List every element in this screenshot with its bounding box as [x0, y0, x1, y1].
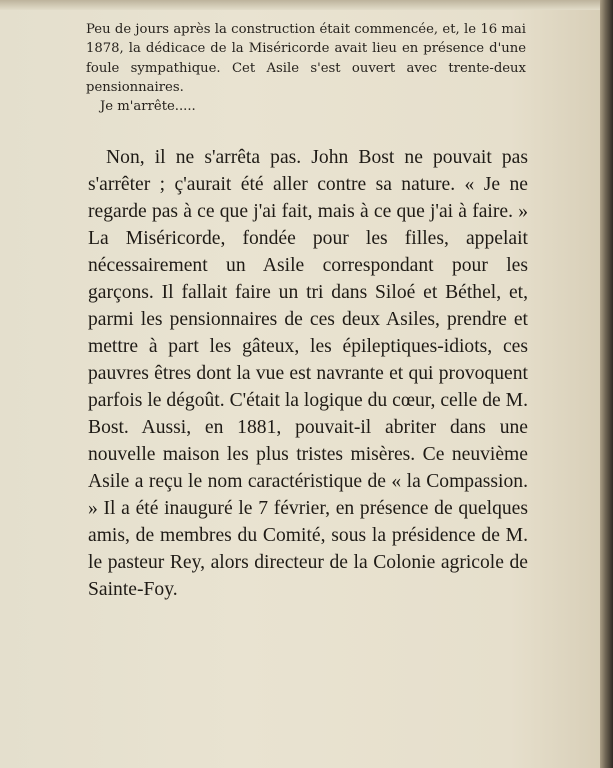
quoted-passage	[86, 20, 526, 116]
page-top-edge	[0, 0, 600, 10]
quote-closing-line: Je m'arrête.....	[100, 99, 196, 115]
book-spine-edge	[600, 0, 613, 768]
body-paragraph: Non, il ne s'arrêta pas. John Bost ne pouvait pas s'arrêter ; ç'aurait été aller contre sa nature. « Je ne regarde pas à ce que j'ai fait, mais à ce que j'ai à faire. » La Miséricorde, fondée pour les filles, appelait nécessairement un Asile correspondant pour les garçons. Il fallait faire un tri dans Siloé et Béthel, et, parmi les pensionnaires de ces deux Asiles, prendre et mettre à part les gâteux, les épileptiques-idiots, ces pauvres êtres dont la vue est navrante et qui provoquent parfois le dégoût. C'était la logique du cœur, celle de M. Bost. Aussi, en 1881, pouvait-il abriter dans une nouvelle maison les plus tristes misères. Ce neuvième Asile a reçu le nom caractéristique de « la Compassion. » Il a été inauguré le 7 février, en présence de quelques amis, de membres du Comité, sous la présidence de M. le pasteur Rey, alors directeur de la Colonie agricole de Sainte-Foy.	[88, 147, 528, 600]
body-text	[88, 144, 528, 603]
quote-paragraph: Peu de jours après la construction était commencée, et, le 16 mai 1878, la dédicace de la Miséricorde avait lieu en présence d'une foule sympathique. Cet Asile s'est ouvert avec trente-deux pensionnaires.	[86, 22, 526, 95]
